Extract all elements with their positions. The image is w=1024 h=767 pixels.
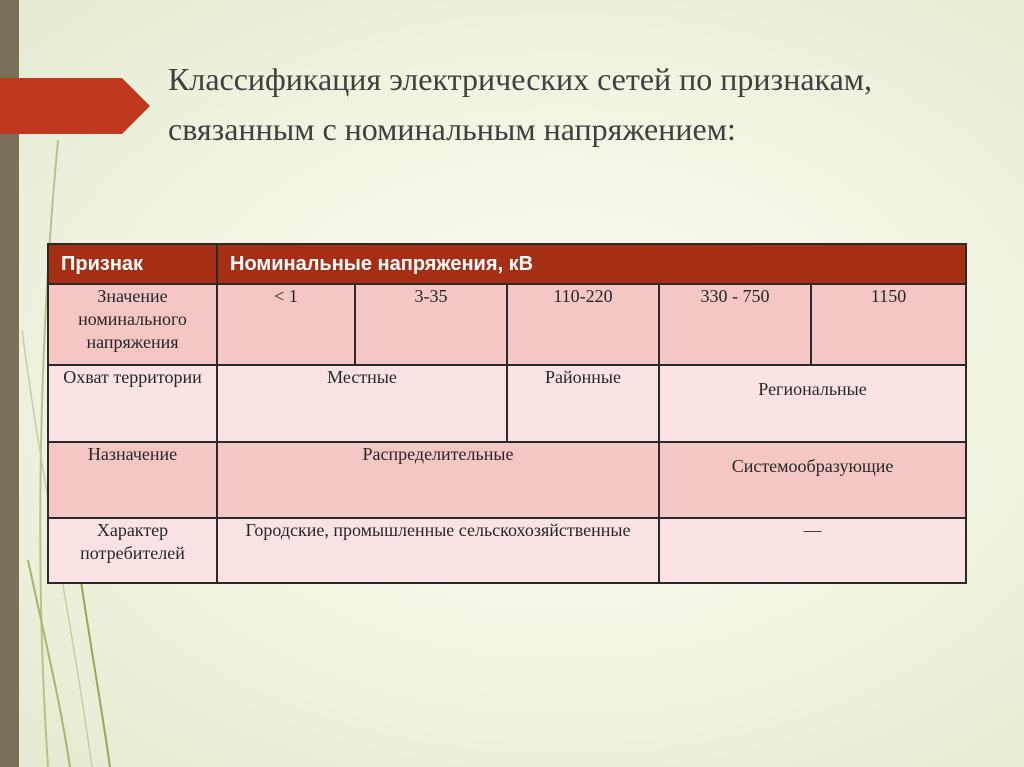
table-header-row (48, 244, 966, 284)
table-cell: — (659, 518, 966, 583)
classification-table (47, 243, 967, 584)
row-label: Значение номинального напряжения (48, 284, 217, 365)
table-cell: 110-220 (507, 284, 659, 365)
header-voltages: Номинальные напряжения, кВ (217, 244, 966, 284)
table-row (48, 442, 966, 518)
title-accent-tab (0, 78, 150, 134)
row-label: Характер потребителей (48, 518, 217, 583)
table-cell: Городские, промышленные сельскохозяйственные (217, 518, 659, 583)
table-row (48, 284, 966, 365)
table-cell: Региональные (659, 365, 966, 442)
row-label: Назначение (48, 442, 217, 518)
table-row (48, 518, 966, 583)
table-cell: 3-35 (355, 284, 507, 365)
table-cell: Местные (217, 365, 507, 442)
table-row (48, 365, 966, 442)
header-attribute: Признак (48, 244, 217, 284)
table-cell: Системообразующие (659, 442, 966, 518)
row-label: Охват территории (48, 365, 217, 442)
slide-title: Классификация электрических сетей по признакам, связанным с номинальным напряжением: (168, 61, 873, 147)
table-cell: Районные (507, 365, 659, 442)
table-cell: Распределительные (217, 442, 659, 518)
table-cell: 1150 (811, 284, 966, 365)
table-cell: 330 - 750 (659, 284, 811, 365)
table-cell: < 1 (217, 284, 355, 365)
